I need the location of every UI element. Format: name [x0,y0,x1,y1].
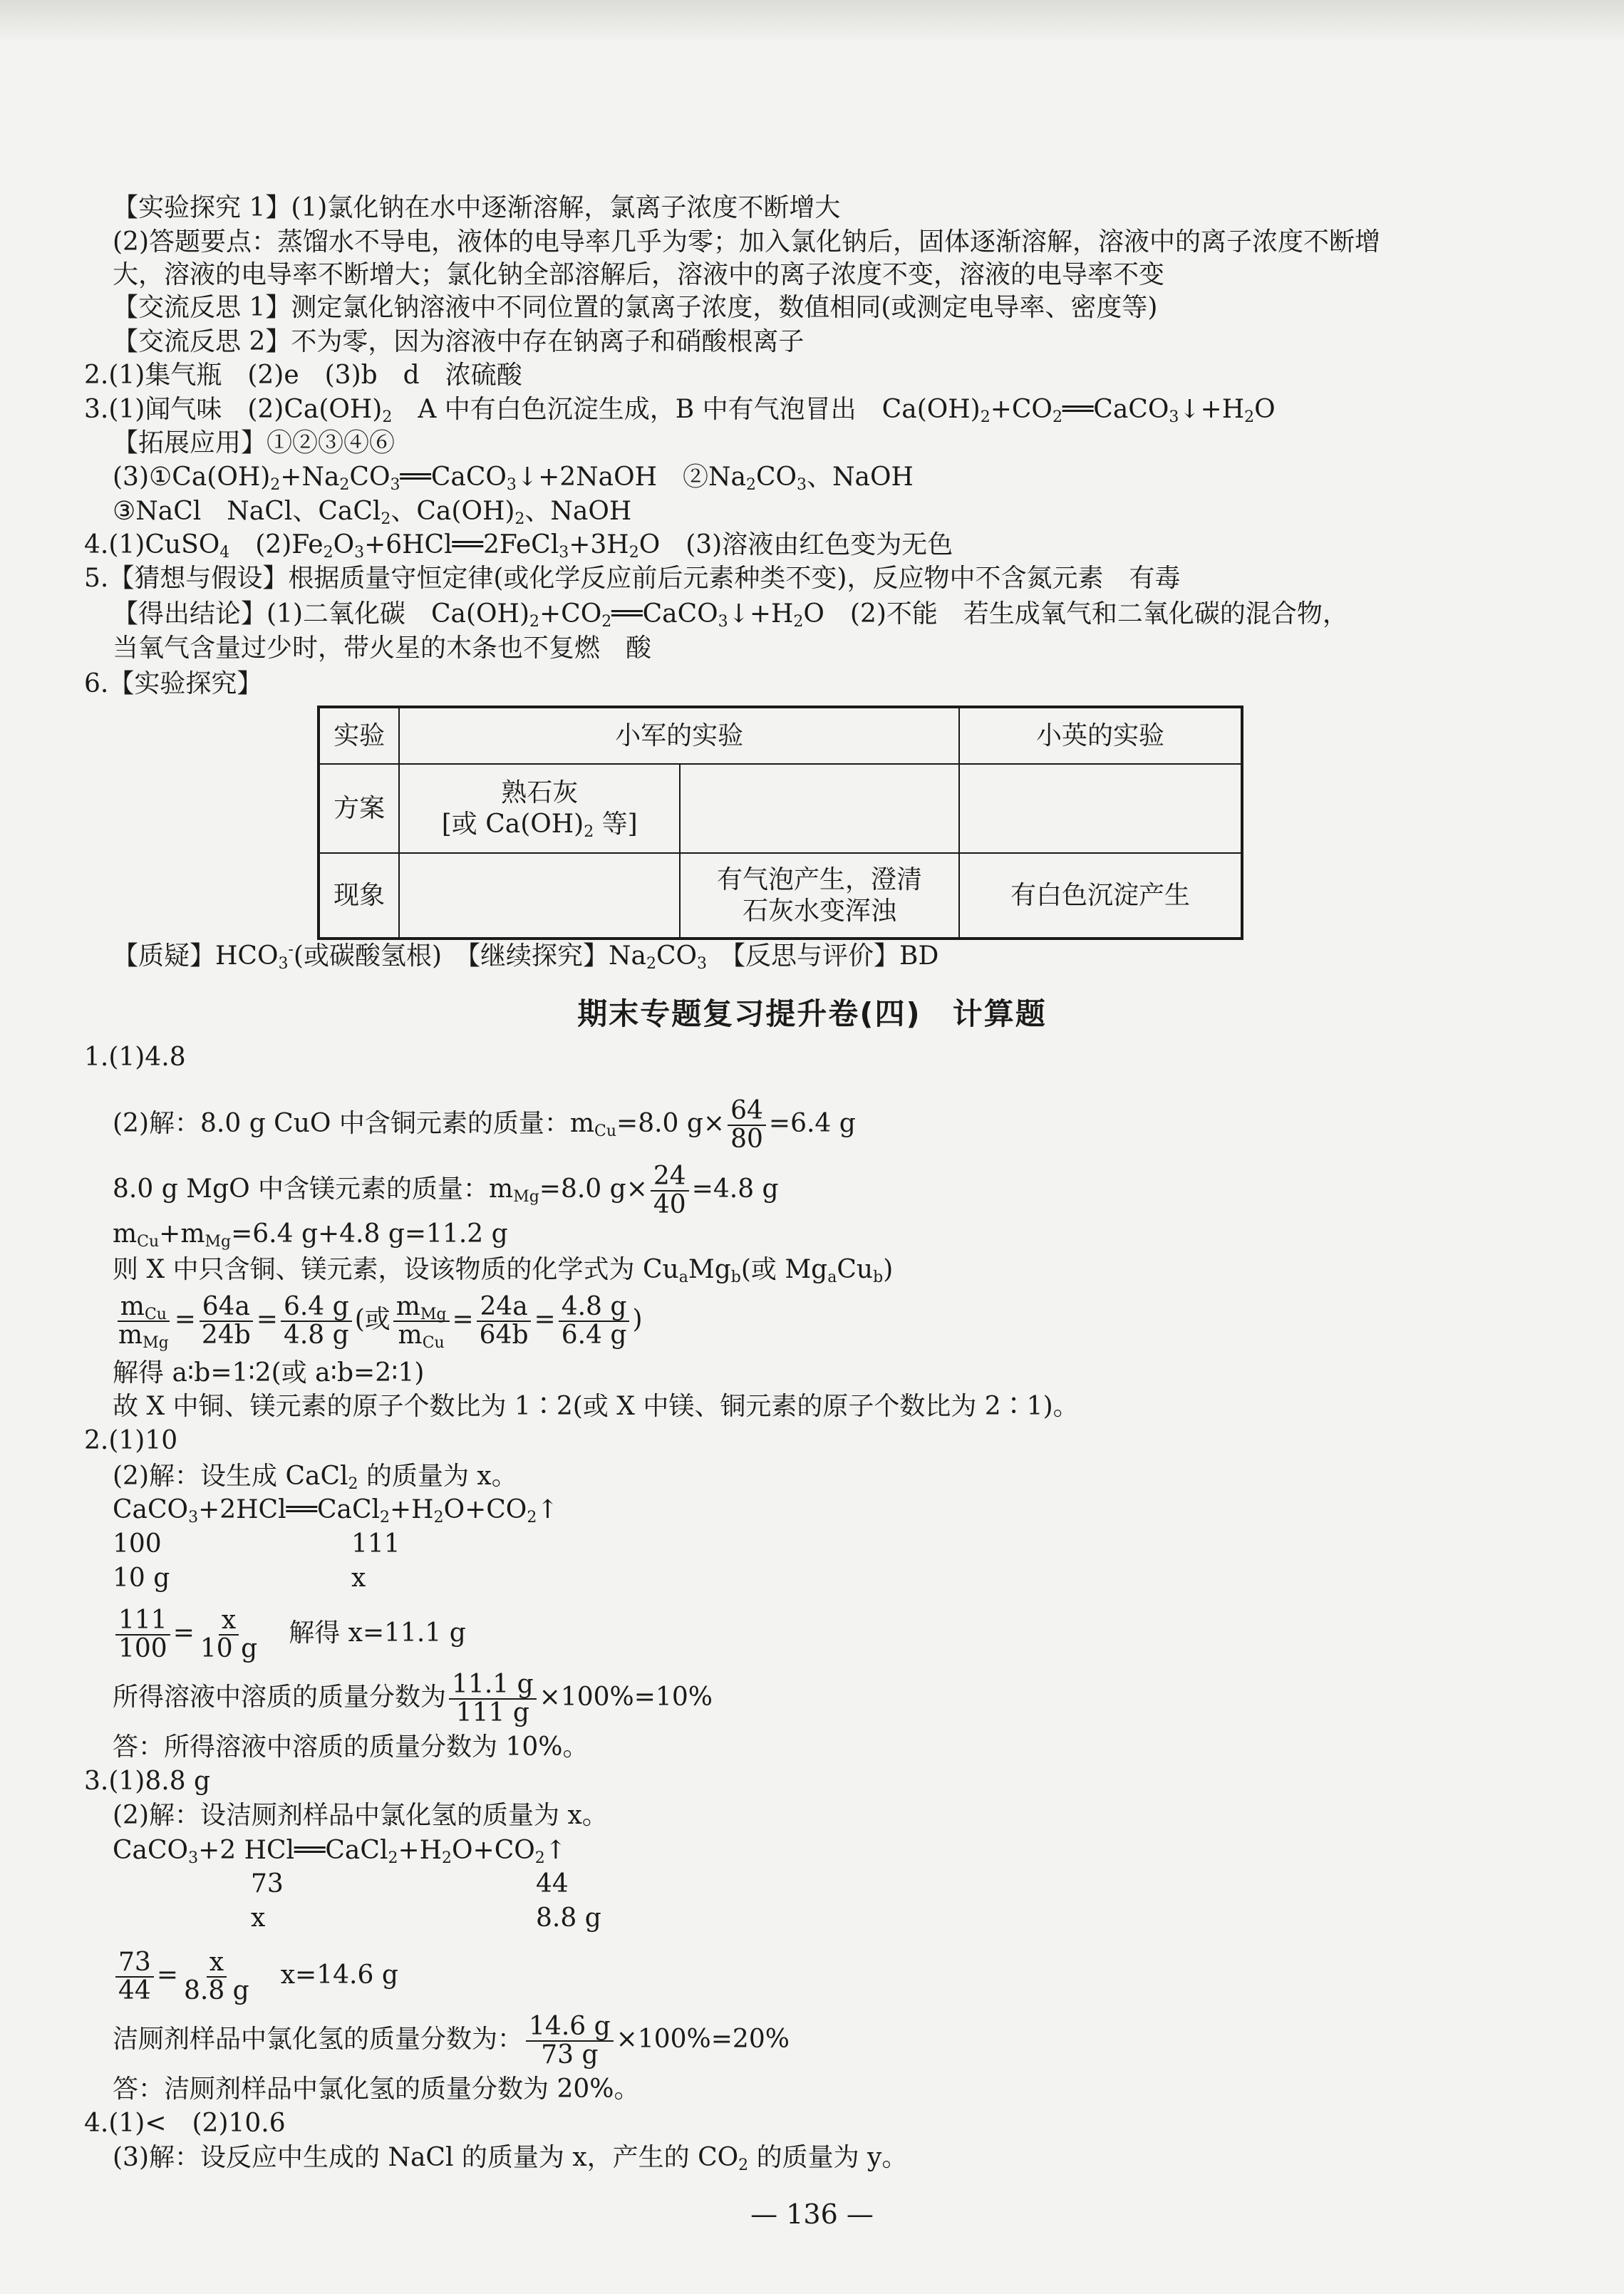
table-header-cell: 小军的实验 [399,707,959,764]
calc-line: 8.8 g [536,1903,601,1933]
table-cell: 有气泡产生，澄清 石灰水变浑浊 [680,853,959,939]
answer-line: 3.(1)闻气味 $(2)Ca(OH)_2$ A 中有白色沉淀生成，B 中有气泡冒出 $Ca(OH)_2+CO_2══CaCO_3↓+H_2O$ [84,395,1276,426]
answer-line: 【得出结论】(1)二氧化碳 $Ca(OH)_2+CO_2══CaCO_3↓+H_2O$ (2)不能 若生成氧气和二氧化碳的混合物， [113,599,1348,631]
answer-line: $(3)①Ca(OH)_2+Na_2CO_3══CaCO_3↓+2NaOH$ $②Na_2CO_3$、NaOH [113,463,914,494]
calc-line: $CaCO_3+2HCl══CaCl_2+H_2O+CO_2↑$ [113,1495,559,1526]
calc-line: (2)解：8.0 g CuO 中含铜元素的质量：$m_{Cu}=8.0$ g× $\frac{64}{80}$ =6.4 g [113,1096,856,1154]
answer-line: 2.(1)集气瓶 (2)e (3)b d 浓硫酸 [84,361,522,390]
calc-line: 2.(1)10 [84,1426,178,1455]
fraction: $\frac{24}{40}$ [651,1163,689,1219]
calc-line: x [351,1564,366,1593]
answer-line: ③NaCl NaCl、CaCl$_2$、$Ca(OH)_2$、NaOH [113,497,632,528]
fraction: $\frac{x}{8.8 g}$ [183,1948,249,2005]
answer-line: 当氧气含量过少时，带火星的木条也不复燃 酸 [113,634,652,663]
calc-line: 解得 a∶b=1∶2(或 a∶b=2∶1) [113,1358,425,1388]
fraction: $\frac{m_{Mg}}{m_{Cu}}$ [393,1293,450,1349]
table-header-cell: 实验 [319,707,399,764]
calc-line: $\frac{m_{Cu}}{m_{Mg}}$ = $\frac{64a}{24b}$ = $\frac{6.4 g}{4.8 g}$ (或 $\frac{m_{Mg}}{m_{Cu}}$ = $\frac{24a}{64b}$ = $\frac{4.8 g}{6.4 g}$ ) [113,1293,643,1349]
experiment-table [317,706,1243,940]
calc-line: 4.(1)< (2)10.6 [84,2109,286,2138]
calc-line: 答：所得溶液中溶质的质量分数为 10%。 [113,1732,589,1762]
calc-line: 所得溶液中溶质的质量分数为 $\frac{11.1 g}{111 g}$ ×100%=10% [113,1670,713,1727]
calc-line: x [251,1903,266,1933]
answer-line: 【拓展应用】①②③④⑥ [113,428,395,458]
calc-line: 44 [536,1869,569,1898]
calc-line: 3.(1)8.8 g [84,1767,211,1796]
page-number: — 136 — [750,2199,874,2230]
table-cell [959,764,1242,853]
fraction: $\frac{64}{80}$ [728,1097,766,1153]
table-cell [680,764,959,853]
fraction: $\frac{24a}{64b}$ [477,1293,532,1349]
calc-line: (3)解：设反应中生成的 NaCl 的质量为 x，产生的 $CO_2$ 的质量为 y。 [113,2143,908,2174]
calc-line: 1.(1)4.8 [84,1043,186,1072]
table-header-cell: 小英的实验 [959,707,1242,764]
fraction: $\frac{4.8 g}{6.4 g}$ [559,1293,630,1349]
answer-line: 【交流反思 1】测定氯化钠溶液中不同位置的氯离子浓度，数值相同(或测定电导率、密度等) [113,293,1158,322]
calc-line: 10 g [113,1564,170,1593]
calc-line: 111 [351,1529,400,1559]
fraction: $\frac{14.6 g}{73 g}$ [526,2013,614,2069]
calc-line: CaCO$_3$+2 $HCl══CaCl_2+H_2O+CO_2↑$ [113,1836,567,1867]
fraction: $\frac{111}{100}$ [115,1607,170,1663]
fraction: $\frac{11.1 g}{111 g}$ [449,1671,537,1727]
answer-line: 5.【猜想与假设】根据质量守恒定律(或化学反应前后元素种类不变)，反应物中不含氮元素 有毒 [84,564,1181,593]
calc-line: 8.0 g MgO 中含镁元素的质量：$m_{Mg}=8.0$ g× $\frac{24}{40}$ =4.8 g [113,1162,779,1219]
calc-line: 100 [113,1529,162,1559]
fraction: $\frac{73}{44}$ [115,1949,154,2005]
fraction: $\frac{x}{10 g}$ [200,1606,258,1663]
answer-line: 【实验探究 1】(1)氯化钠在水中逐渐溶解，氯离子浓度不断增大 [113,193,841,222]
calc-line: (2)解：设洁厕剂样品中氯化氢的质量为 x。 [113,1801,608,1830]
table-row-label: 现象 [319,853,399,939]
table-row-label: 方案 [319,764,399,853]
answer-line: 【质疑】$HCO_3^-$(或碳酸氢根) 【继续探究】$Na_2CO_3$ 【反思与评价】BD [113,941,939,973]
calc-line: 73 [251,1869,284,1898]
answer-line: 【交流反思 2】不为零，因为溶液中存在钠离子和硝酸根离子 [113,327,805,356]
answer-line: 6.【实验探究】 [84,669,263,698]
scan-shadow [0,0,1624,43]
fraction: $\frac{64a}{24b}$ [199,1293,254,1349]
calc-line: 则 X 中只含铜、镁元素，设该物质的化学式为 $Cu_aMg_b$(或 $Mg_aCu_b$) [113,1255,894,1286]
table-cell: 熟石灰 [或 $Ca(OH)_2$ 等] [399,764,680,853]
table-cell [399,853,680,939]
calc-line: 洁厕剂样品中氯化氢的质量分数为： $\frac{14.6 g}{73 g}$ ×100%=20% [113,2012,790,2070]
answer-line: (2)答题要点：蒸馏水不导电，液体的电导率几乎为零；加入氯化钠后，固体逐渐溶解，溶液中的离子浓度不断增 [113,227,1380,257]
calc-line: 答：洁厕剂样品中氯化氢的质量分数为 20%。 [113,2075,640,2104]
calc-line: 故 X 中铜、镁元素的原子个数比为 1∶2(或 X 中镁、铜元素的原子个数比为 2∶1)。 [113,1392,1079,1421]
calc-line: $m_{Cu}+m_{Mg}=6.4$ g+4.8 g=11.2 g [113,1219,508,1251]
table-cell: 有白色沉淀产生 [959,853,1242,939]
section-title: 期末专题复习提升卷(四) 计算题 [577,996,1047,1031]
calc-line: $\frac{111}{100}$ = $\frac{x}{10 g}$ 解得 x=11.1 g [113,1607,466,1663]
calc-line: (2)解：设生成 CaCl$_2$ 的质量为 x。 [113,1462,517,1493]
calc-line: $\frac{73}{44}$ = $\frac{x}{8.8 g}$ x=14.6 g [113,1949,398,2005]
fraction: $\frac{m_{Cu}}{m_{Mg}}$ [118,1292,169,1352]
answer-line: 4.(1)CuSO$_4$ $(2)Fe_2O_3+6HCl══2FeCl_3+3H_2O$ (3)溶液由红色变为无色 [84,530,953,562]
fraction: $\frac{6.4 g}{4.8 g}$ [281,1293,352,1349]
answer-line: 大，溶液的电导率不断增大；氯化钠全部溶解后，溶液中的离子浓度不变，溶液的电导率不变 [113,260,1165,289]
